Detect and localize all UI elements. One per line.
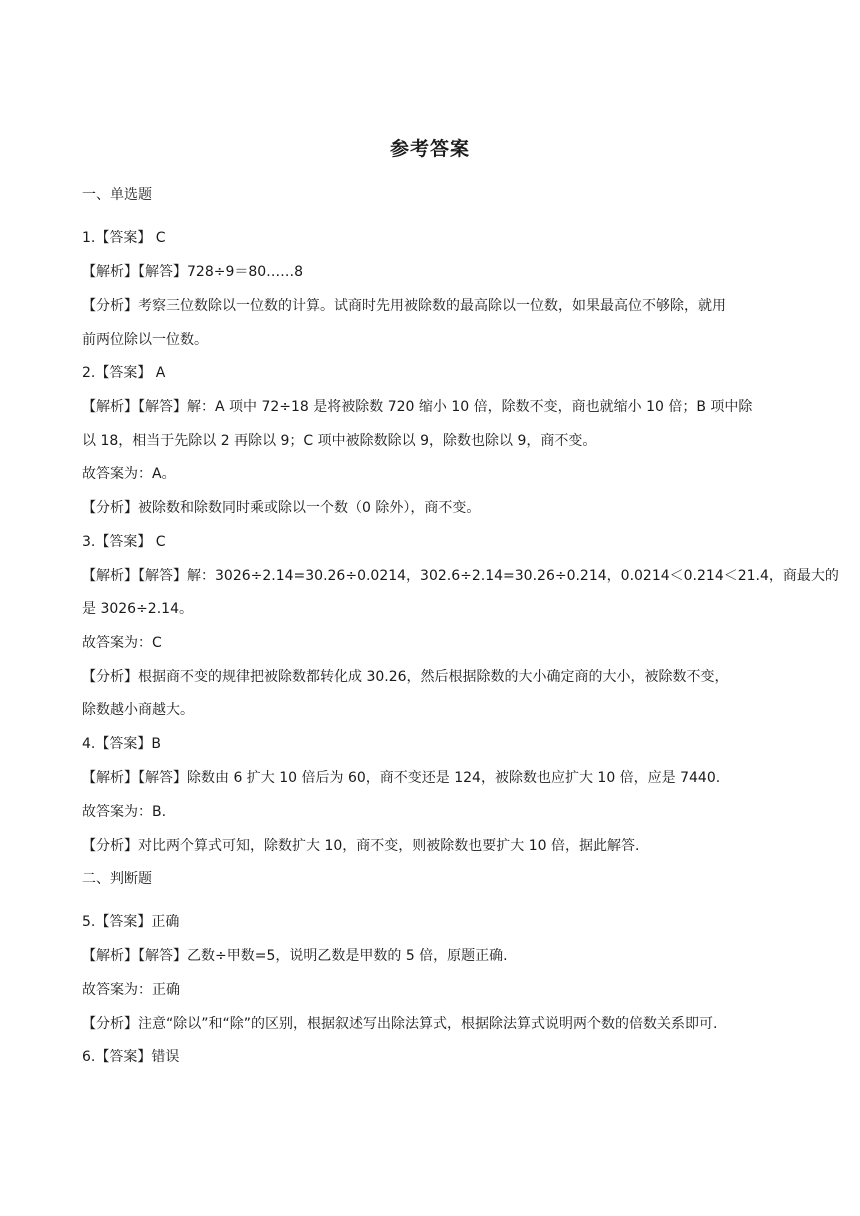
q6-answer: 6.【答案】错误 — [82, 1049, 180, 1065]
q5-analysis: 【分析】注意“除以”和“除”的区别，根据叙述写出除法算式，根据除法算式说明两个数的倍数关系即可. — [82, 1016, 718, 1032]
q2-explanation-cont: 以 18，相当于先除以 2 再除以 9；C 项中被除数除以 9，除数也除以 9，商不变。 — [82, 433, 597, 449]
q2-explanation: 【解析】【解答】解：A 项中 72÷18 是将被除数 720 缩小 10 倍，除数不变，商也就缩小 10 倍；B 项中除 — [82, 399, 753, 415]
q3-analysis: 【分析】根据商不变的规律把被除数都转化成 30.26，然后根据除数的大小确定商的大小，被除数不变， — [82, 669, 729, 685]
q2-analysis: 【分析】被除数和除数同时乘或除以一个数（0 除外），商不变。 — [82, 500, 481, 516]
q1-answer: 1.【答案】 C — [82, 230, 166, 246]
page-title: 参考答案 — [389, 138, 470, 160]
q4-conclusion: 故答案为：B. — [82, 804, 167, 820]
q2-conclusion: 故答案为：A。 — [82, 466, 176, 482]
q5-explanation: 【解析】【解答】乙数÷甲数=5，说明乙数是甲数的 5 倍，原题正确. — [82, 948, 508, 964]
q1-analysis: 【分析】考察三位数除以一位数的计算。试商时先用被除数的最高除以一位数，如果最高位不够除，就用 — [82, 298, 726, 314]
section-heading-true-false: 二、判断题 — [82, 871, 152, 887]
q4-analysis: 【分析】对比两个算式可知，除数扩大 10，商不变，则被除数也要扩大 10 倍，据此解答. — [82, 838, 640, 854]
q5-conclusion: 故答案为：正确 — [82, 982, 180, 998]
q4-answer: 4.【答案】B — [82, 736, 161, 752]
section-heading-single-choice: 一、单选题 — [82, 187, 152, 203]
q1-analysis-cont: 前两位除以一位数。 — [82, 332, 208, 348]
q5-answer: 5.【答案】正确 — [82, 914, 180, 930]
q2-answer: 2.【答案】 A — [82, 365, 166, 381]
q4-explanation: 【解析】【解答】除数由 6 扩大 10 倍后为 60，商不变还是 124，被除数也应扩大 10 倍，应是 7440. — [82, 770, 721, 786]
q3-explanation: 【解析】【解答】解：3026÷2.14=30.26÷0.0214，302.6÷2.14=30.26÷0.214，0.0214＜0.214＜21.4，商最大的 — [82, 568, 839, 584]
q3-conclusion: 故答案为：C — [82, 635, 162, 651]
q1-explanation: 【解析】【解答】728÷9＝80……8 — [82, 264, 304, 280]
q3-explanation-cont: 是 3026÷2.14。 — [82, 601, 193, 617]
q3-answer: 3.【答案】 C — [82, 534, 166, 550]
q3-analysis-cont: 除数越小商越大。 — [82, 702, 194, 718]
